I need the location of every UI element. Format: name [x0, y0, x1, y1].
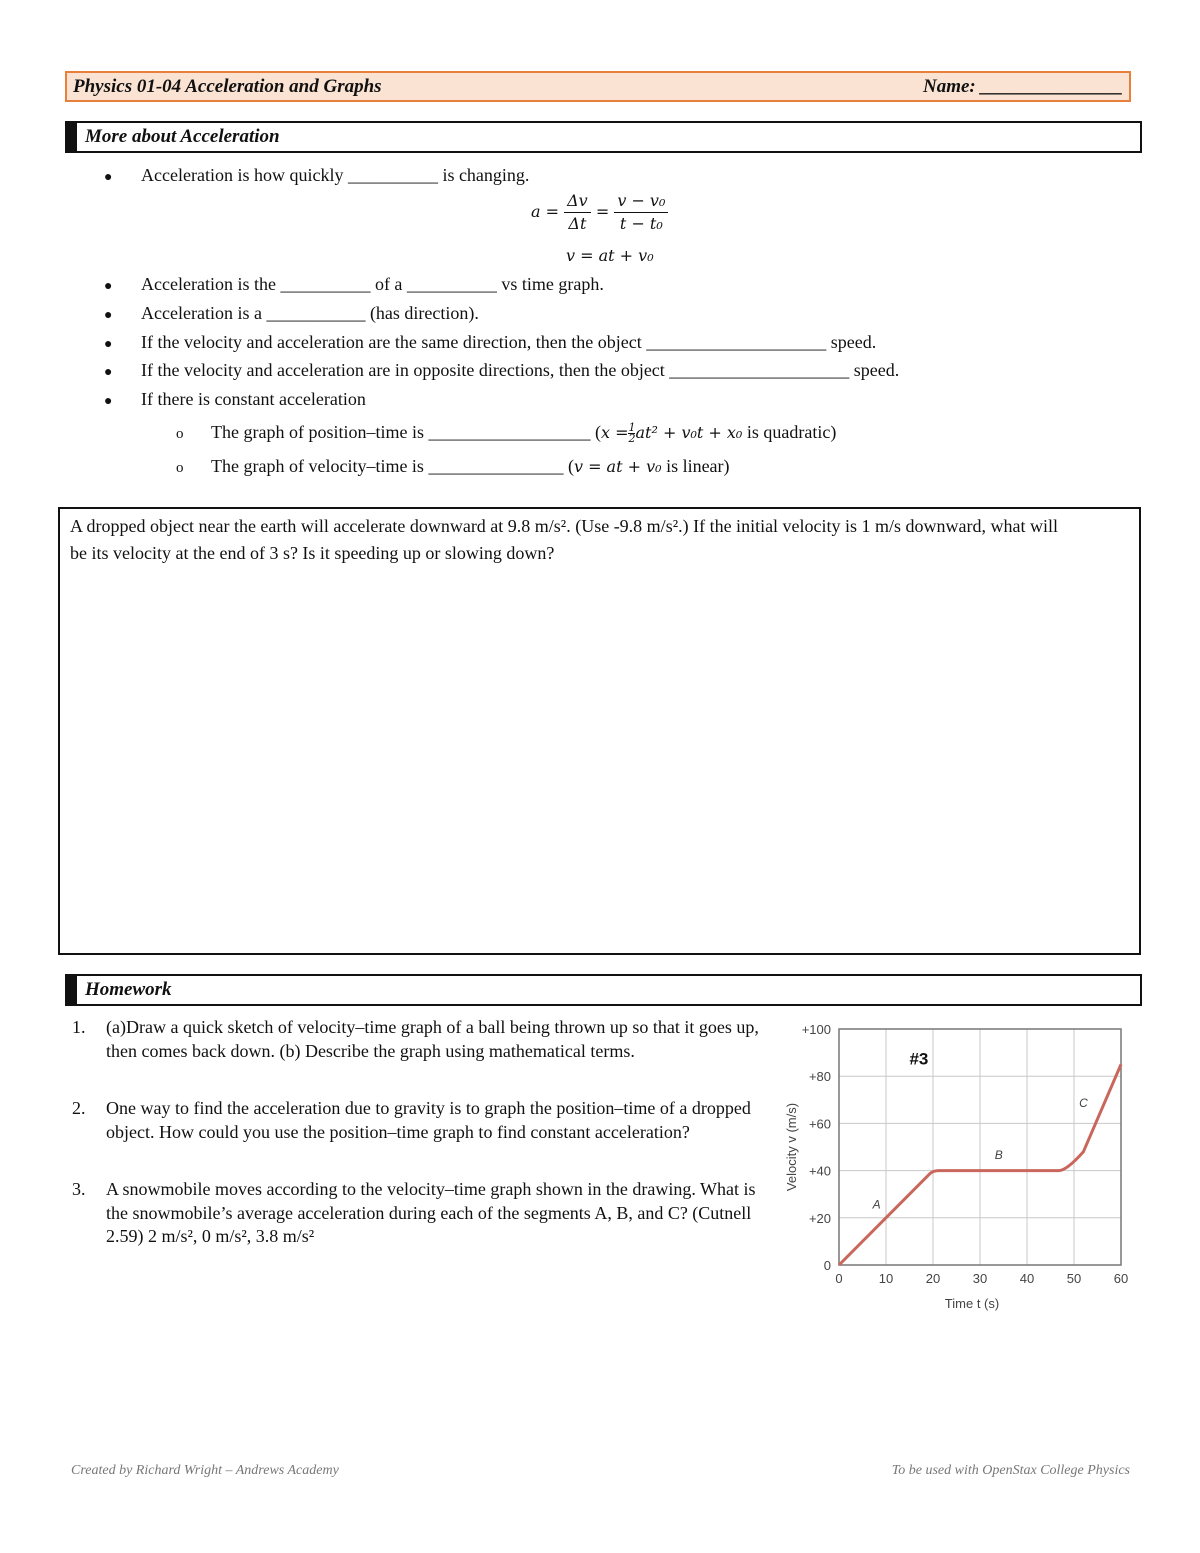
frac-den: Δt	[568, 214, 587, 233]
section-heading-text: More about Acceleration	[85, 126, 280, 147]
section-heading-acceleration	[65, 121, 1142, 153]
problem-box	[58, 507, 1141, 955]
y-tick-label: +100	[801, 1022, 831, 1037]
bullet-marker: ●	[104, 394, 113, 409]
section-heading-text: Homework	[85, 979, 172, 1000]
sub-bullet-tail: is linear)	[661, 456, 730, 476]
sub-bullet-text: The graph of position–time is __________________ (	[211, 422, 601, 442]
section-heading-homework	[65, 974, 1142, 1006]
segment-label: B	[994, 1147, 1003, 1162]
velocity-time-chart	[775, 1010, 1155, 1320]
footer-credit: Created by Richard Wright – Andrews Academy	[71, 1463, 339, 1478]
title-bar	[65, 71, 1131, 102]
x-axis-label: Time t (s)	[944, 1296, 1000, 1311]
frac-den: 2	[628, 432, 636, 445]
frac-num: v − v₀	[614, 190, 668, 213]
hw-item: A snowmobile moves according to the velocity–time graph shown in the drawing. What is the snowmobile’s average acceleration during each of the segments A, B, and C? (Cutnell 2.59) 2 m/s², 0 m/s², 3.8 m/s²	[106, 1179, 756, 1246]
velocity-equation: v = at + v₀	[566, 246, 654, 265]
eq-post: at² + v₀t + x₀	[635, 423, 743, 442]
acceleration-equation	[531, 190, 668, 235]
page-title: Physics 01-04 Acceleration and Graphs	[73, 76, 382, 97]
x-tick-label: 60	[1113, 1271, 1129, 1286]
hw-number: 2.	[72, 1098, 86, 1118]
bullet-marker: ●	[104, 337, 113, 352]
x-tick-label: 10	[878, 1271, 894, 1286]
bullet-item: If there is constant acceleration	[141, 389, 366, 409]
sub-bullet-marker: o	[176, 426, 184, 442]
sub-bullet-tail: is quadratic)	[742, 422, 837, 442]
frac-num: 1	[628, 421, 636, 434]
sub-bullet-position	[211, 421, 836, 444]
hw-number: 3.	[72, 1179, 86, 1199]
bullet-marker: ●	[104, 279, 113, 294]
quadratic-equation	[600, 421, 743, 445]
frac-den: t − t₀	[619, 214, 663, 233]
sub-bullet-velocity	[211, 455, 730, 478]
hw-item: One way to find the acceleration due to gravity is to graph the position–time of a dropped object. How could you use the position–time graph to find constant acceleration?	[106, 1098, 751, 1142]
bullet-item: Acceleration is the __________ of a __________ vs time graph.	[141, 274, 604, 294]
bullet-item: If the velocity and acceleration are the same direction, then the object ____________________ speed.	[141, 332, 877, 352]
y-tick-label: +40	[808, 1163, 831, 1179]
segment-label: C	[1079, 1095, 1088, 1110]
y-tick-label: +80	[808, 1069, 831, 1085]
y-tick-label: +20	[808, 1210, 831, 1226]
sub-bullet-text: The graph of velocity–time is _______________ (	[211, 456, 574, 476]
bullet-item: Acceleration is a ___________ (has direction).	[141, 303, 479, 323]
sub-bullet-marker: o	[176, 460, 184, 476]
linear-equation: v = at + v₀	[573, 457, 662, 476]
bullet-marker: ●	[104, 308, 113, 323]
y-axis-label: Velocity v (m/s)	[784, 1102, 799, 1192]
x-tick-label: 30	[972, 1271, 988, 1286]
bullet-marker: ●	[104, 365, 113, 380]
bullet-item: Acceleration is how quickly __________ is changing.	[141, 165, 530, 185]
eq-lhs: a =	[531, 202, 560, 221]
eq-equals: =	[595, 202, 610, 221]
x-tick-label: 20	[925, 1271, 941, 1286]
y-tick-label: +60	[808, 1116, 831, 1132]
footer-source: To be used with OpenStax College Physics	[891, 1463, 1130, 1478]
hw-item: (a)Draw a quick sketch of velocity–time graph of a ball being thrown up so that it goes up, then comes back down. (b) Describe the graph using mathematical terms.	[106, 1017, 759, 1061]
fraction-delta	[564, 190, 591, 235]
problem-text: A dropped object near the earth will accelerate downward at 9.8 m/s². (Use -9.8 m/s².) If the initial velocity is 1 m/s downward, what will be its velocity at the end of 3 s? Is it speeding up or slowing down?	[70, 516, 1059, 563]
segment-label: A	[872, 1197, 881, 1212]
eq-pre: x =	[600, 423, 629, 442]
name-field-label: Name: _______________	[922, 76, 1123, 97]
y-tick-label: 0	[823, 1258, 831, 1273]
x-tick-label: 50	[1066, 1271, 1082, 1286]
frac-num: Δv	[564, 190, 591, 213]
x-tick-label: 40	[1019, 1271, 1035, 1286]
hw-number: 1.	[72, 1017, 86, 1037]
x-tick-label: 0	[835, 1271, 843, 1286]
bullet-marker: ●	[104, 170, 113, 185]
fraction-difference	[614, 190, 668, 235]
chart-title: #3	[909, 1049, 929, 1069]
bullet-item: If the velocity and acceleration are in opposite directions, then the object ____________________ speed.	[141, 360, 900, 380]
